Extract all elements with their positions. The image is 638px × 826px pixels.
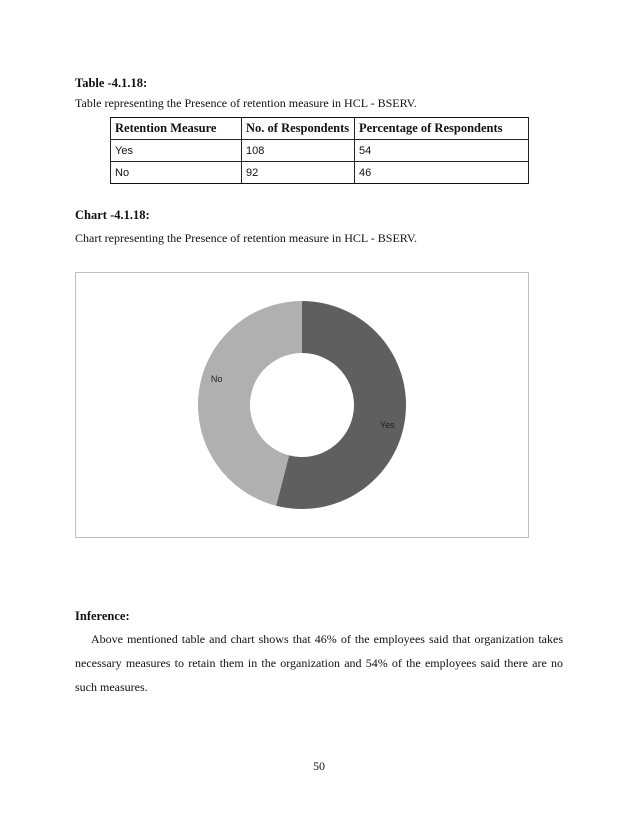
page-number: 50	[313, 759, 325, 773]
donut-chart	[76, 273, 528, 537]
column-header-retention-measure: Retention Measure	[111, 118, 242, 140]
table-cell: No	[111, 162, 242, 184]
inference-paragraph: Above mentioned table and chart shows that 46% of the employees said that organization takes necessary measures to retain them in the organization and 54% of the employees said there are no such measures.	[75, 632, 563, 694]
chart-caption: Chart representing the Presence of retention measure in HCL - BSERV.	[75, 231, 417, 245]
table-cell: 46	[355, 162, 529, 184]
table-cell: 108	[242, 140, 355, 162]
chart-heading: Chart -4.1.18:	[75, 208, 150, 222]
retention-table	[110, 117, 529, 184]
table-heading: Table -4.1.18:	[75, 76, 148, 90]
table-row	[111, 162, 529, 184]
inference-heading: Inference:	[75, 609, 130, 623]
column-header-percentage: Percentage of Respondents	[355, 118, 529, 140]
table-row	[111, 140, 529, 162]
chart-frame	[75, 272, 529, 538]
donut-label-no: No	[210, 374, 223, 385]
table-cell: 54	[355, 140, 529, 162]
table-cell: Yes	[111, 140, 242, 162]
table-caption: Table representing the Presence of retention measure in HCL - BSERV.	[75, 96, 417, 110]
table-cell: 92	[242, 162, 355, 184]
column-header-respondents: No. of Respondents	[242, 118, 355, 140]
donut-label-yes: Yes	[379, 419, 395, 430]
table-header-row	[111, 118, 529, 140]
